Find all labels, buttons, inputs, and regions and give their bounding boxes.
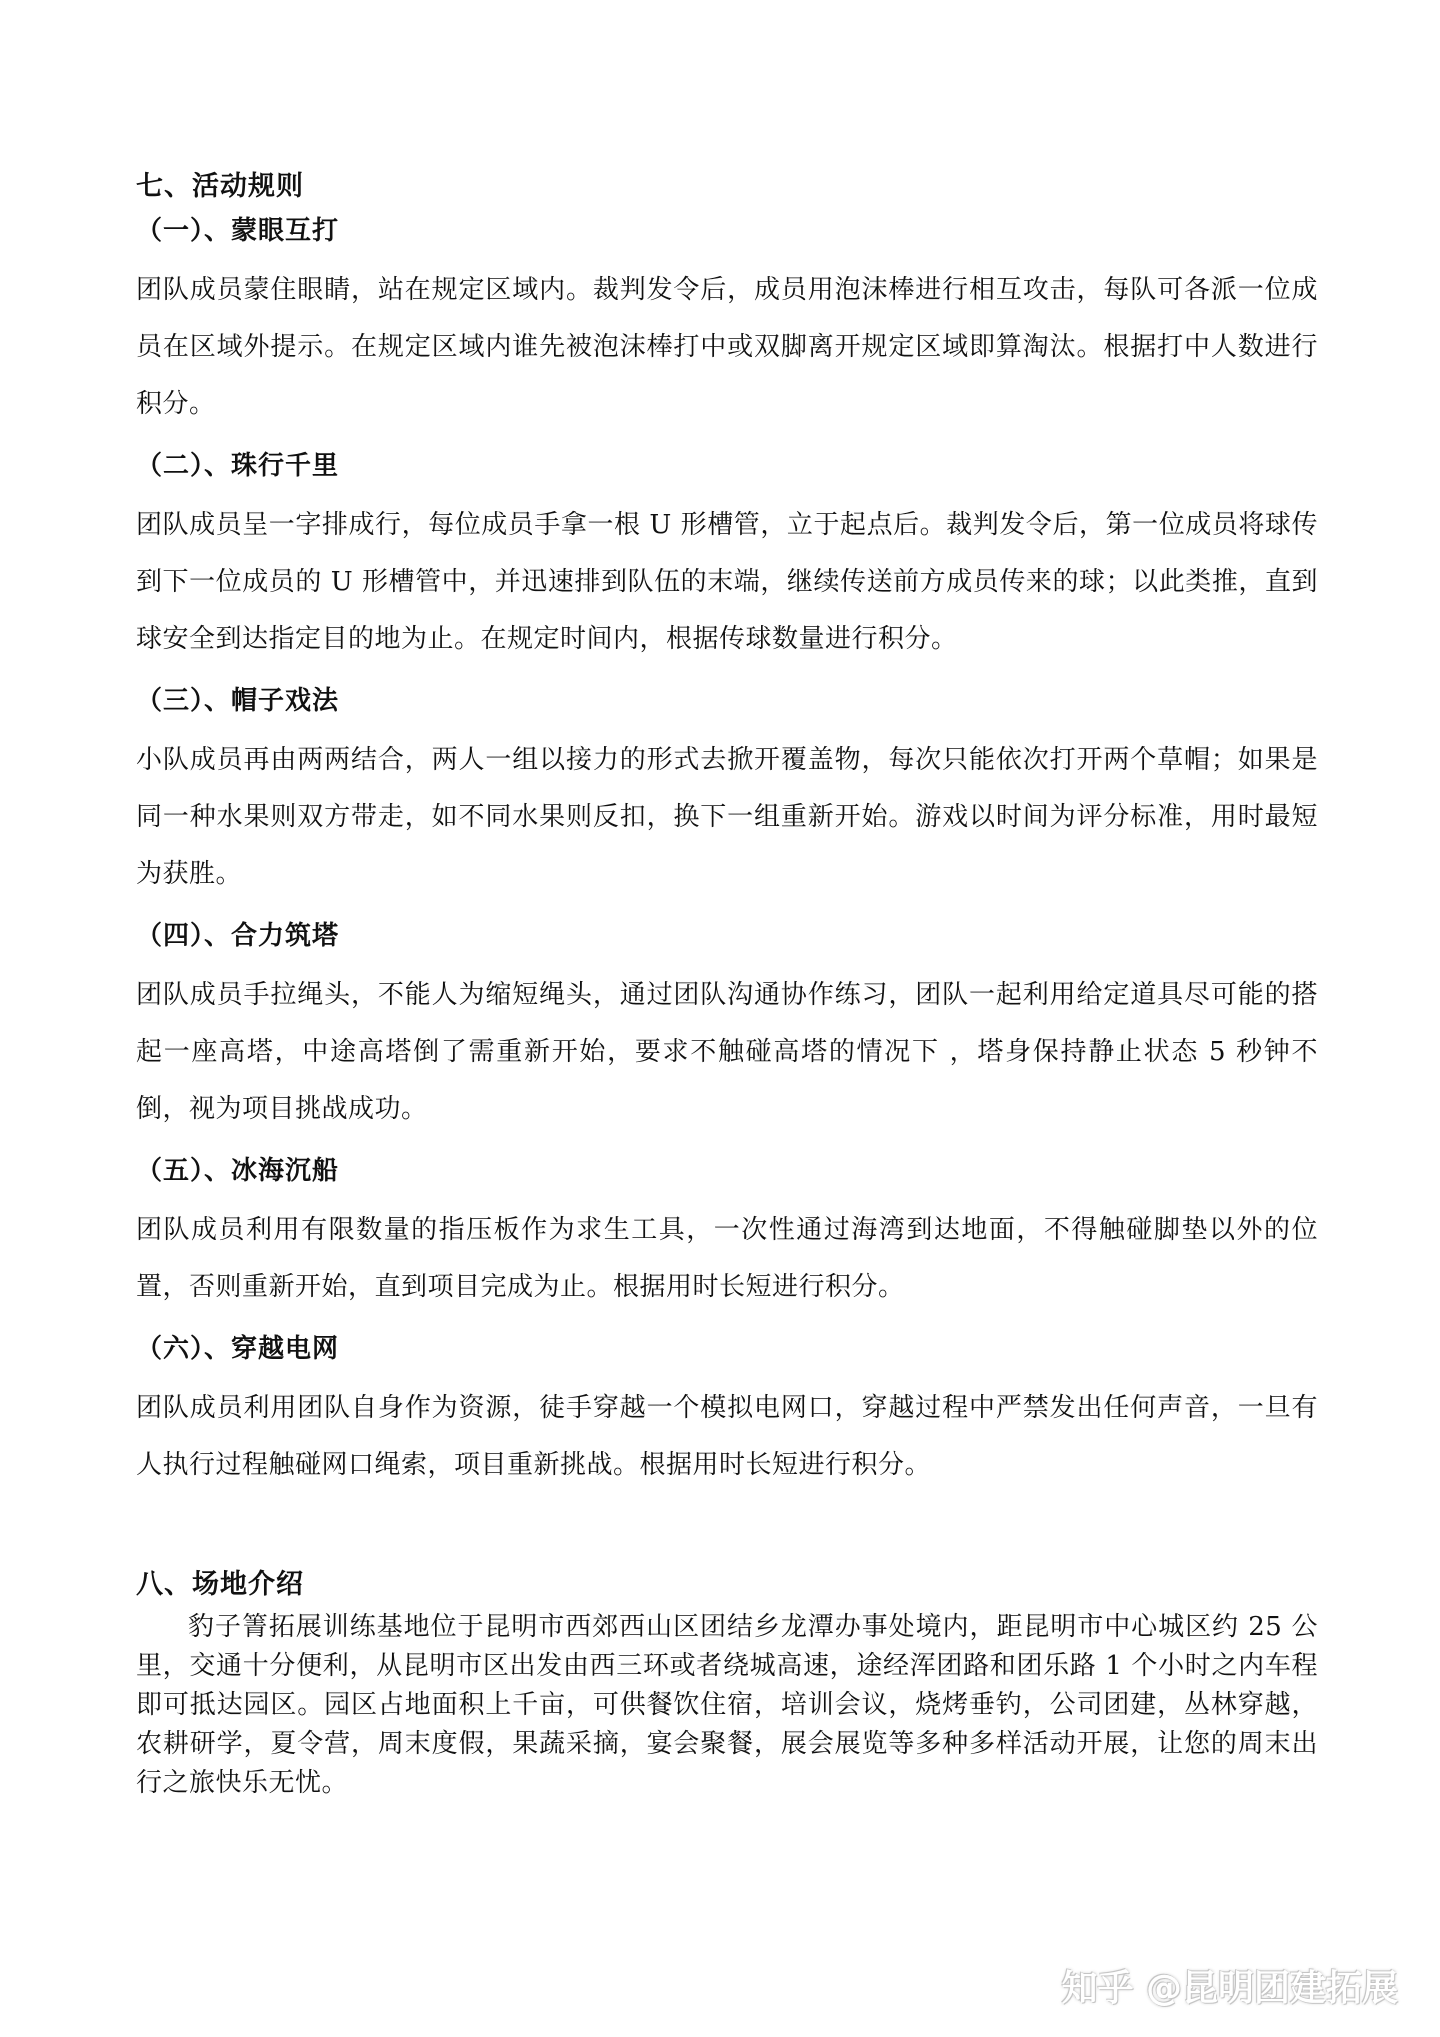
- venue-description: 豹子箐拓展训练基地位于昆明市西郊西山区团结乡龙潭办事处境内，距昆明市中心城区约 25 公里，交通十分便利，从昆明市区出发由西三环或者绕城高速，途经浑团路和团乐路 1 个小时之内车程即可抵达园区。园区占地面积上千亩，可供餐饮住宿，培训会议，烧烤垂钓，公司团建，丛林穿越，农耕研学，夏令营，周末度假，果蔬采摘，宴会聚餐，展会展览等多种多样活动开展，让您的周末出行之旅快乐无忧。: [136, 1612, 1318, 1798]
- rule-title: （三）、帽子戏法: [136, 686, 340, 716]
- rule-title: （一）、蒙眼互打: [136, 216, 340, 246]
- rule-description: 团队成员利用有限数量的指压板作为求生工具，一次性通过海湾到达地面，不得触碰脚垫以外的位置，否则重新开始，直到项目完成为止。根据用时长短进行积分。: [136, 1215, 1318, 1302]
- watermark-text: 知乎 @昆明团建拓展: [1061, 1968, 1398, 2009]
- rule-description: 团队成员手拉绳头，不能人为缩短绳头，通过团队沟通协作练习，团队一起利用给定道具尽可能的搭起一座高塔，中途高塔倒了需重新开始，要求不触碰高塔的情况下 ，塔身保持静止状态 5 秒钟不倒，视为项目挑战成功。: [136, 980, 1318, 1124]
- section-activity-rules: [136, 168, 1318, 1494]
- rule-description: 团队成员蒙住眼睛，站在规定区域内。裁判发令后，成员用泡沫棒进行相互攻击，每队可各派一位成员在区域外提示。在规定区域内谁先被泡沫棒打中或双脚离开规定区域即算淘汰。根据打中人数进行积分。: [136, 275, 1318, 419]
- rule-description: 团队成员利用团队自身作为资源，徒手穿越一个模拟电网口，穿越过程中严禁发出任何声音，一旦有人执行过程触碰网口绳索，项目重新挑战。根据用时长短进行积分。: [136, 1393, 1318, 1480]
- rule-hat-trick: [136, 682, 1318, 903]
- rule-icy-sea: [136, 1152, 1318, 1316]
- rule-title: （二）、珠行千里: [136, 451, 340, 481]
- rule-tower-building: [136, 917, 1318, 1138]
- section-title-venue-introduction: 八、场地介绍: [136, 1569, 304, 1600]
- rule-ball-relay: [136, 447, 1318, 668]
- rule-blindfold-strike: [136, 212, 1318, 433]
- document-content: [136, 168, 1318, 1803]
- rule-description: 团队成员呈一字排成行，每位成员手拿一根 U 形槽管，立于起点后。裁判发令后，第一位成员将球传到下一位成员的 U 形槽管中，并迅速排到队伍的末端，继续传送前方成员传来的球；以此类推，直到球安全到达指定目的地为止。在规定时间内，根据传球数量进行积分。: [136, 510, 1318, 654]
- zhihu-watermark: [1061, 1960, 1398, 2011]
- rule-title: （六）、穿越电网: [136, 1334, 340, 1364]
- rule-title: （五）、冰海沉船: [136, 1156, 340, 1186]
- section-title-activity-rules: 七、活动规则: [136, 171, 304, 202]
- rule-title: （四）、合力筑塔: [136, 921, 340, 951]
- rule-spider-web: [136, 1330, 1318, 1494]
- section-venue-introduction: [136, 1566, 1318, 1803]
- rule-description: 小队成员再由两两结合，两人一组以接力的形式去掀开覆盖物，每次只能依次打开两个草帽；如果是同一种水果则双方带走，如不同水果则反扣，换下一组重新开始。游戏以时间为评分标准，用时最短为获胜。: [136, 745, 1318, 889]
